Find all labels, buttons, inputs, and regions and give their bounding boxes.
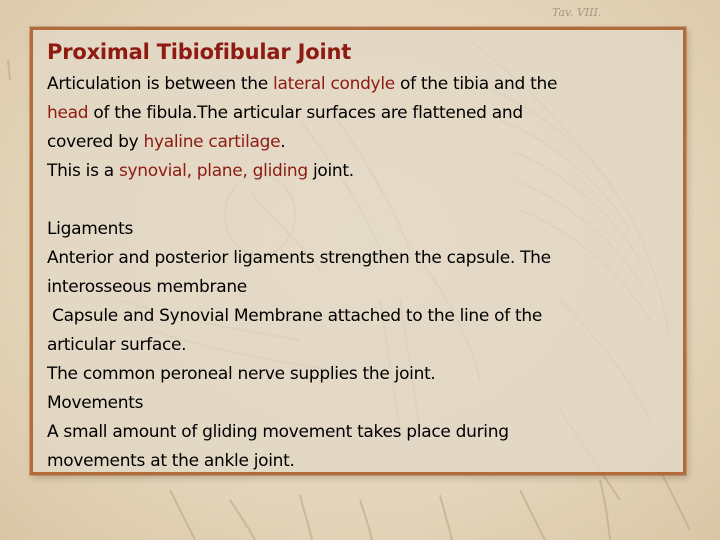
body-line: Anterior and posterior ligaments strengthen the capsule. The xyxy=(47,248,551,268)
intro-paragraph xyxy=(47,70,669,186)
highlight-term: lateral condyle xyxy=(273,74,395,94)
slide-content xyxy=(47,40,669,476)
body-paragraph xyxy=(47,215,669,476)
slide-content-box xyxy=(30,27,686,475)
highlight-term: hyaline cartilage xyxy=(143,132,281,152)
intro-text: joint. xyxy=(307,161,354,181)
intro-text: of the fibula.The articular surfaces are flattened and xyxy=(88,103,523,123)
intro-text: This is a xyxy=(47,161,119,181)
intro-text: . xyxy=(280,132,286,152)
body-line: Capsule and Synovial Membrane attached to the line of the xyxy=(47,306,543,326)
intro-text: covered by xyxy=(47,132,144,152)
body-line: A small amount of gliding movement takes place during xyxy=(47,422,509,442)
body-line: articular surface. xyxy=(47,335,187,355)
highlight-term: synovial, plane, gliding xyxy=(118,161,308,181)
slide-title: Proximal Tibiofibular Joint xyxy=(47,40,352,64)
paragraph-spacer xyxy=(47,186,669,215)
section-heading-ligaments: Ligaments xyxy=(47,219,134,239)
highlight-term: head xyxy=(47,103,89,123)
intro-text: of the tibia and the xyxy=(394,74,558,94)
body-line: The common peroneal nerve supplies the joint. xyxy=(47,364,436,384)
body-line: interosseous membrane xyxy=(47,277,247,297)
plate-mark: Tav. VIII. xyxy=(552,6,602,19)
section-heading-movements: Movements xyxy=(47,393,144,413)
body-line: movements at the ankle joint. xyxy=(47,451,295,471)
intro-text: Articulation is between the xyxy=(47,74,274,94)
